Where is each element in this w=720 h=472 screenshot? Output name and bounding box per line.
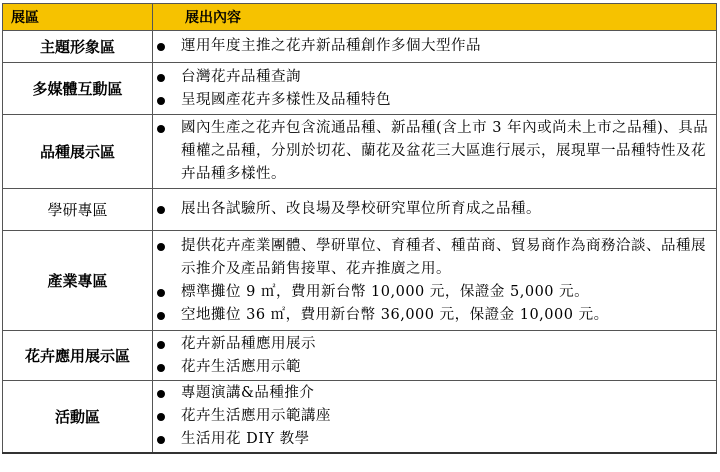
table-row — [3, 331, 717, 381]
area-name: 活動區 — [3, 381, 153, 453]
list-item: 標準攤位 9 ㎡，費用新台幣 10,000 元，保證金 5,000 元。 — [153, 281, 716, 304]
bullet-icon — [157, 289, 165, 297]
list-item: 生活用花 DIY 教學 — [153, 428, 716, 451]
list-item: 提供花卉產業團體、學研單位、育種者、種苗商、貿易商作為商務洽談、品種展示推介及產品銷售接單、花卉推廣之用。 — [153, 235, 716, 281]
exhibition-table — [2, 3, 717, 454]
header-area: 展區 — [3, 4, 153, 31]
bullet-icon — [157, 125, 165, 133]
area-content — [153, 115, 717, 189]
list-item: 花卉生活應用示範 — [153, 356, 716, 379]
table-row — [3, 189, 717, 231]
area-name: 品種展示區 — [3, 115, 153, 189]
area-content — [153, 331, 717, 381]
bullet-icon — [157, 436, 165, 444]
table-row — [3, 31, 717, 63]
list-item: 台灣花卉品種查詢 — [153, 66, 716, 89]
table-row — [3, 231, 717, 331]
list-item: 專題演講&品種推介 — [153, 382, 716, 405]
list-item: 花卉生活應用示範講座 — [153, 405, 716, 428]
bullet-icon — [157, 74, 165, 82]
table-row — [3, 115, 717, 189]
list-item: 呈現國產花卉多樣性及品種特色 — [153, 89, 716, 112]
bullet-icon — [157, 364, 165, 372]
header-row — [3, 4, 717, 31]
bullet-icon — [157, 206, 165, 214]
bullet-icon — [157, 97, 165, 105]
area-content — [153, 231, 717, 331]
header-content: 展出內容 — [153, 4, 717, 31]
area-name: 學研專區 — [3, 189, 153, 231]
area-name: 多媒體互動區 — [3, 63, 153, 115]
bullet-icon — [157, 43, 165, 51]
table-row — [3, 381, 717, 453]
area-name: 產業專區 — [3, 231, 153, 331]
bullet-icon — [157, 312, 165, 320]
area-name: 花卉應用展示區 — [3, 331, 153, 381]
bullet-icon — [157, 243, 165, 251]
area-content — [153, 63, 717, 115]
area-name: 主題形象區 — [3, 31, 153, 63]
table-row — [3, 63, 717, 115]
area-content — [153, 381, 717, 453]
bullet-icon — [157, 390, 165, 398]
list-item: 花卉新品種應用展示 — [153, 333, 716, 356]
list-item: 國內生產之花卉包含流通品種、新品種(含上市 3 年內或尚未上市之品種)、具品種權之品種，分別於切花、蘭花及盆花三大區進行展示，展現單一品種特性及花卉品種多樣性。 — [153, 117, 716, 186]
list-item: 空地攤位 36 ㎡，費用新台幣 36,000 元，保證金 10,000 元。 — [153, 304, 716, 327]
list-item: 展出各試驗所、改良場及學校研究單位所育成之品種。 — [153, 198, 716, 221]
area-content — [153, 31, 717, 63]
area-content — [153, 189, 717, 231]
list-item: 運用年度主推之花卉新品種創作多個大型作品 — [153, 35, 716, 58]
bullet-icon — [157, 341, 165, 349]
bullet-icon — [157, 413, 165, 421]
